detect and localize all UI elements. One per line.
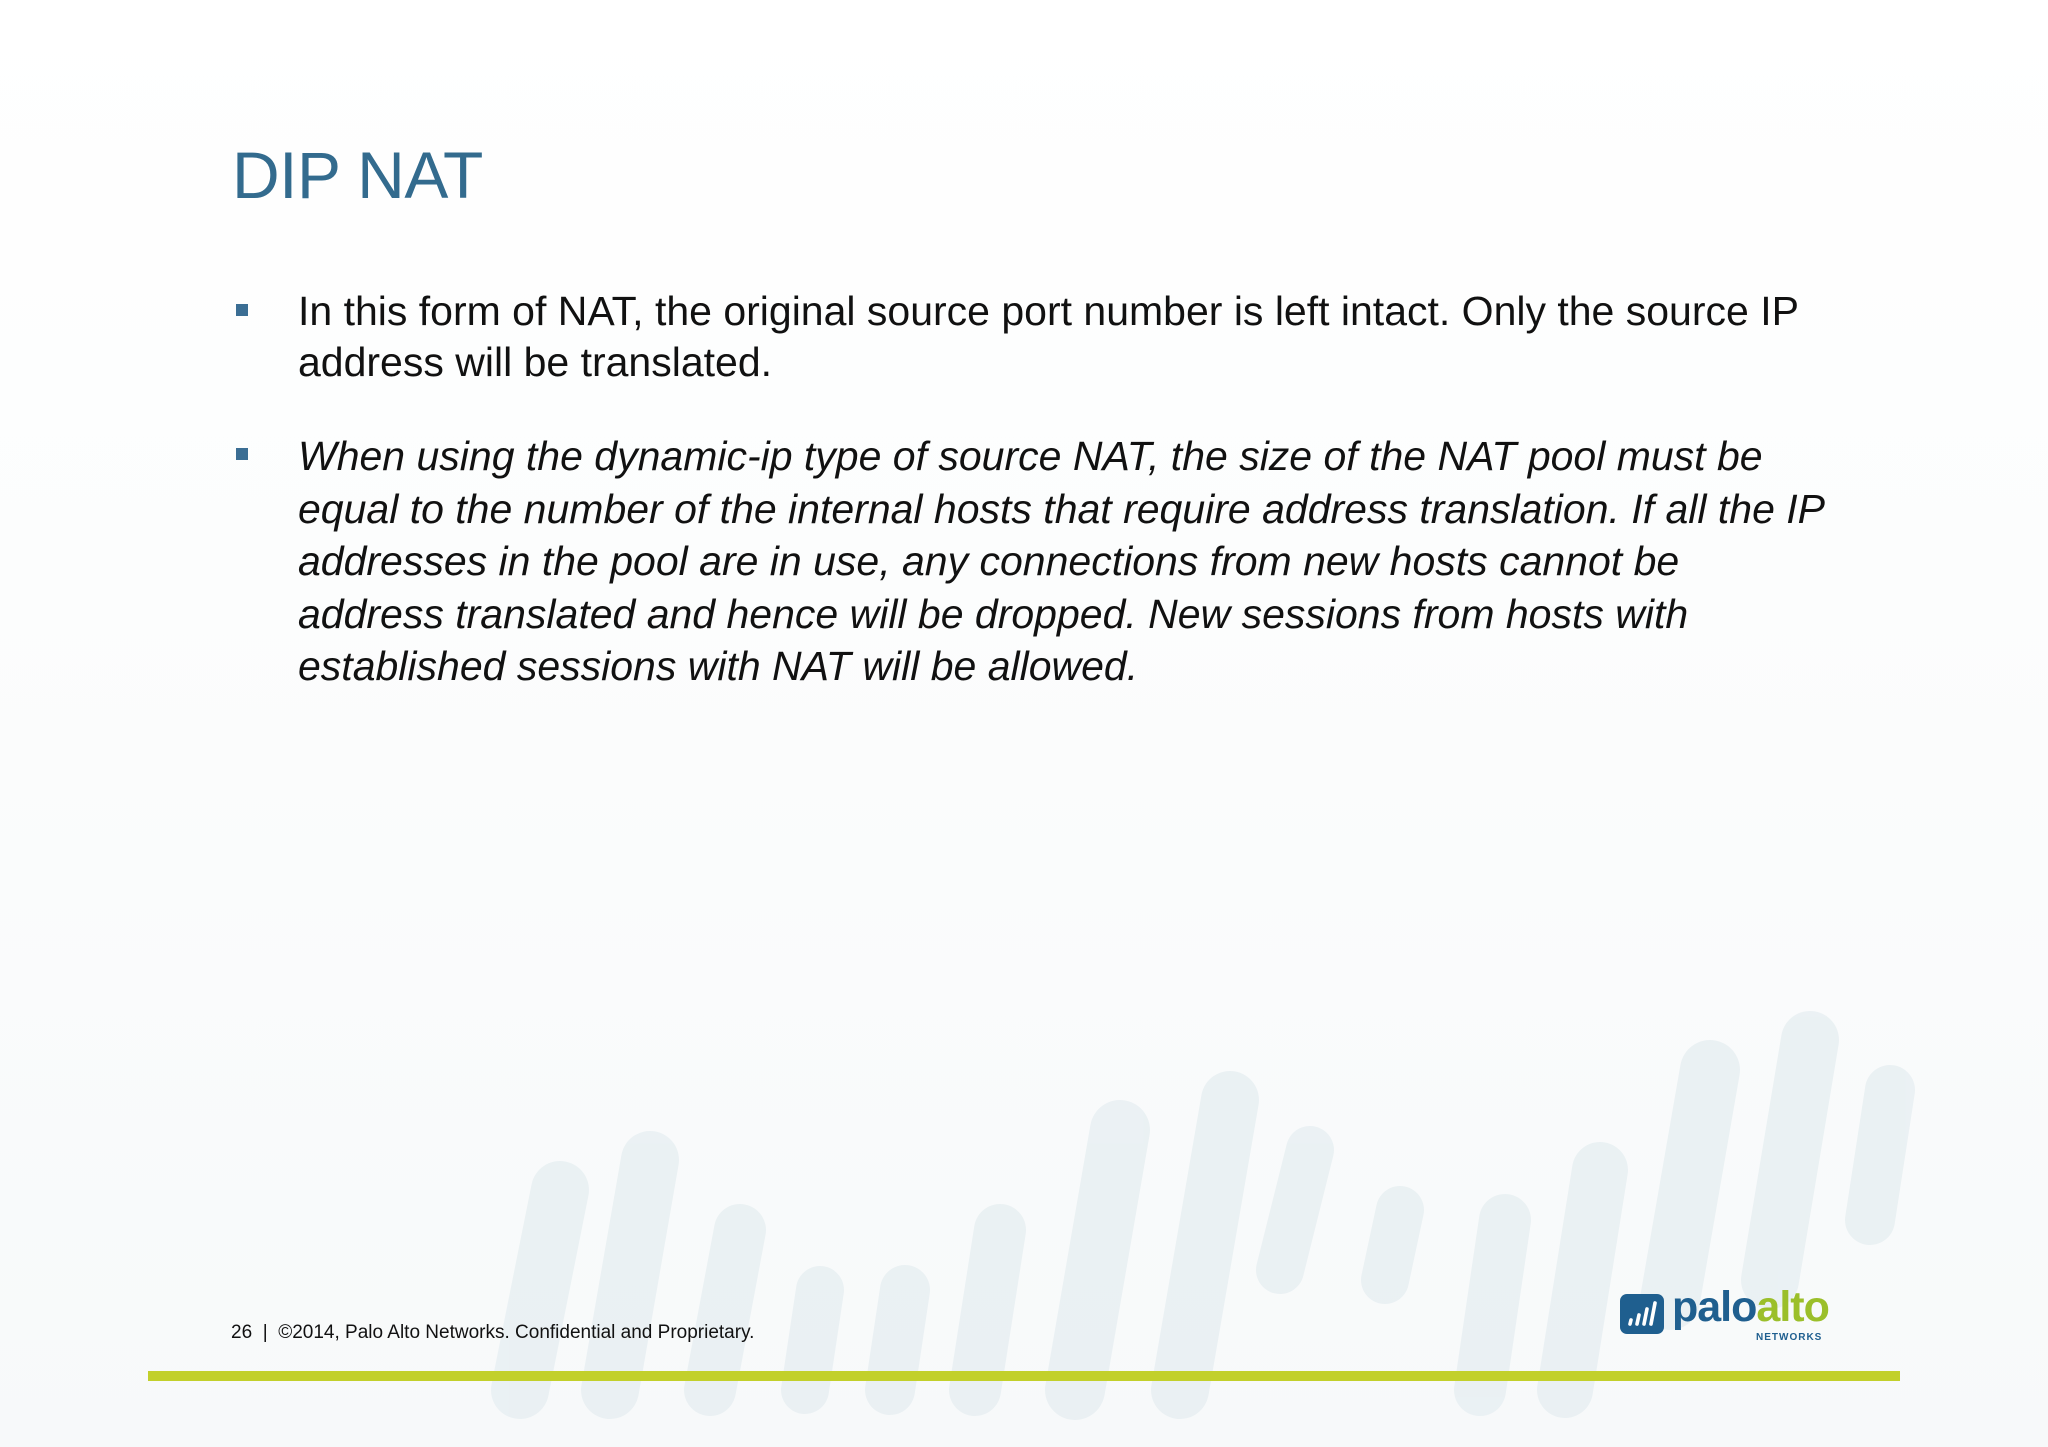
bullet-list <box>232 286 1832 693</box>
page-number: 26 <box>231 1322 253 1343</box>
square-bullet-icon <box>236 304 248 316</box>
bullet-item <box>232 430 1832 693</box>
footer <box>231 1322 754 1344</box>
footer-accent-bar <box>148 1371 1900 1381</box>
logo-subtext: NETWORKS <box>1756 1332 1823 1343</box>
logo-wordmark <box>1672 1283 1829 1331</box>
footer-separator: | <box>262 1322 268 1343</box>
logo-word-alto: alto <box>1756 1283 1829 1331</box>
square-bullet-icon <box>236 448 248 460</box>
palo-alto-networks-logo <box>1620 1283 1829 1343</box>
slide-title: DIP NAT <box>232 138 483 212</box>
bullet-item <box>232 286 1832 388</box>
logo-word-palo: palo <box>1672 1283 1757 1331</box>
bullet-text: When using the dynamic-ip type of source NAT, the size of the NAT pool must be equal to the number of the internal hosts that require address translation. If all the IP addresses in the pool are in use, any connections from new hosts cannot be address translated and hence will be dropped. New sessions from hosts with established sessions with NAT will be allowed. <box>298 433 1824 689</box>
logo-mark-icon <box>1620 1294 1664 1334</box>
copyright-text: ©2014, Palo Alto Networks. Confidential and Proprietary. <box>278 1322 755 1343</box>
bullet-text: In this form of NAT, the original source port number is left intact. Only the source IP address will be translated. <box>298 288 1799 385</box>
